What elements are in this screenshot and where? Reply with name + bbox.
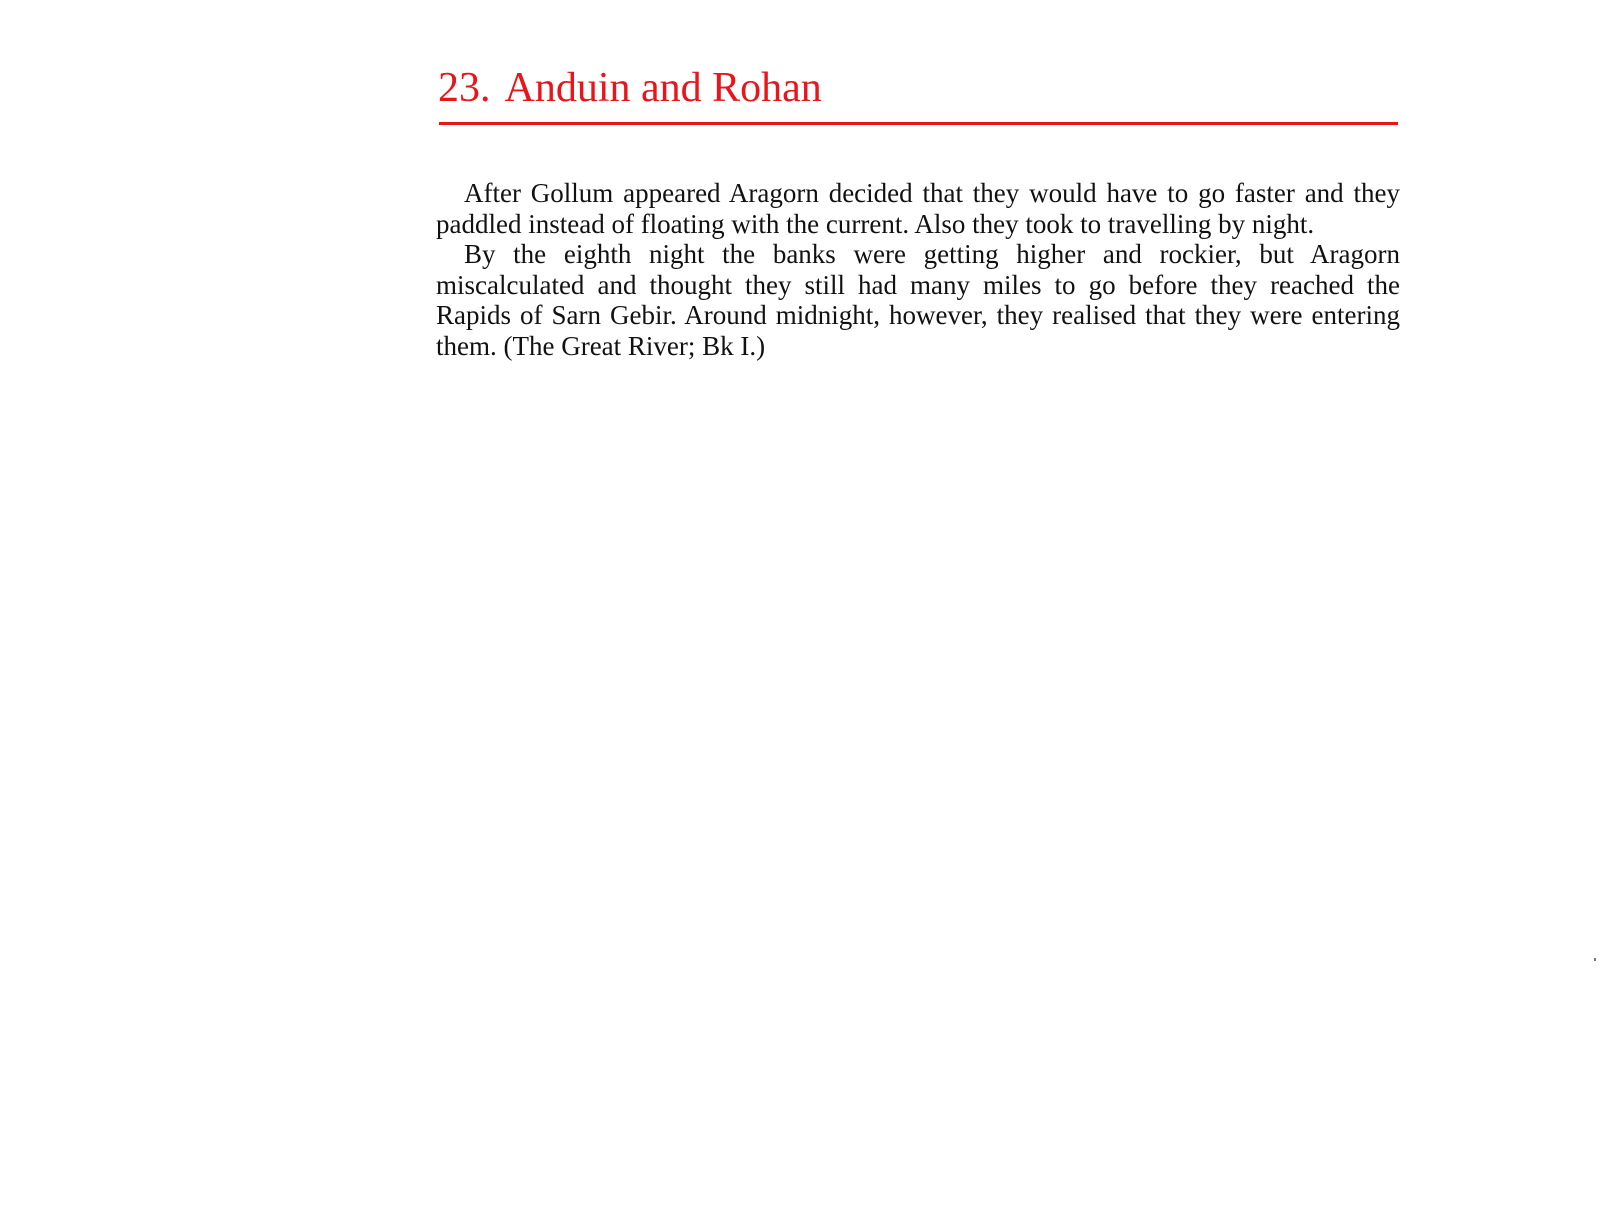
chapter-heading	[438, 60, 822, 116]
scan-speck	[1594, 958, 1596, 961]
chapter-title: Anduin and Rohan	[504, 65, 822, 111]
paragraph-1: After Gollum appeared Aragorn decided that they would have to go faster and they paddled instead of floating with the current. Also they took to travelling by night.	[436, 178, 1400, 239]
title-underline	[439, 122, 1398, 125]
body-text	[436, 178, 1400, 361]
chapter-number: 23.	[438, 65, 491, 111]
paragraph-2: By the eighth night the banks were getting higher and rockier, but Aragorn miscalculated and thought they still had many miles to go before they reached the Rapids of Sarn Gebir. Around midnight, however, they realised that they were entering them. (The Great River; Bk I.)	[436, 239, 1400, 361]
